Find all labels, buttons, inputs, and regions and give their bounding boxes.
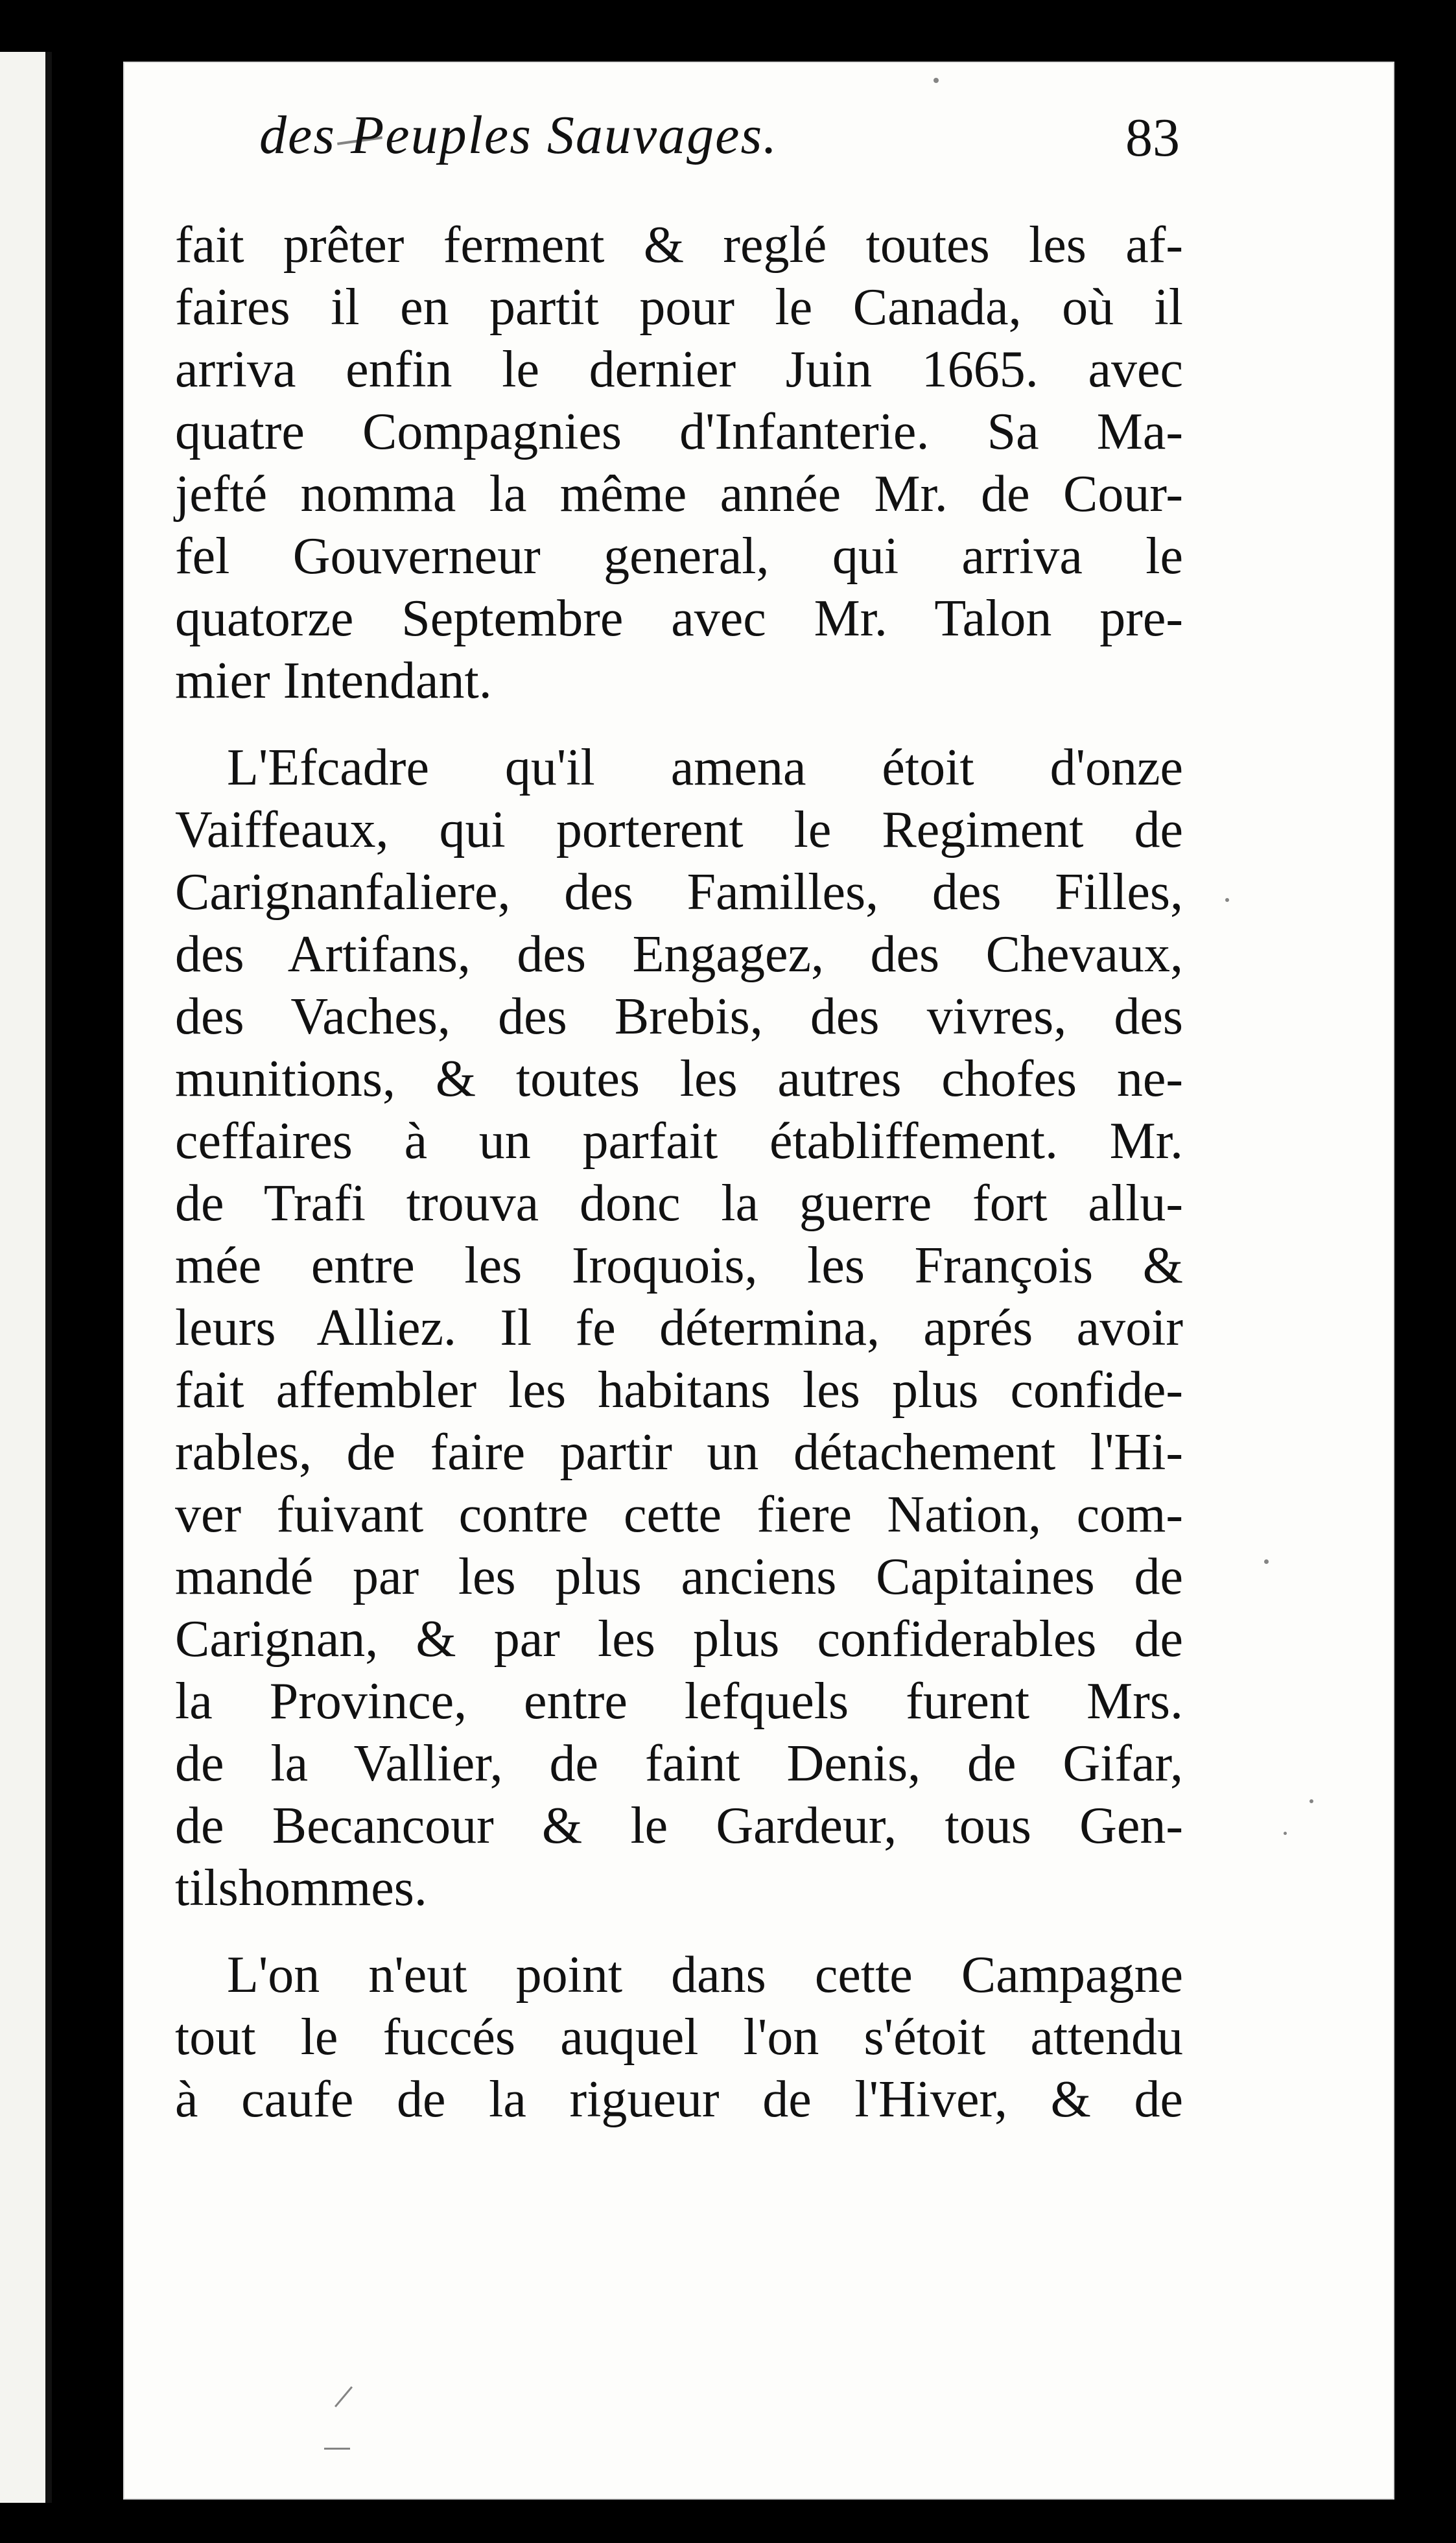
adjacent-page-edge bbox=[0, 52, 52, 2503]
text-line: arriva enfin le dernier Juin 1665. avec bbox=[175, 341, 1183, 398]
text-line: ceffaires à un parfait établiffement. Mr. bbox=[175, 1113, 1183, 1170]
text-line: munitions, & toutes les autres chofes ne- bbox=[175, 1050, 1183, 1107]
scan-mark bbox=[324, 2448, 350, 2450]
page-number: 83 bbox=[1125, 108, 1180, 168]
scan-speck bbox=[1309, 1799, 1313, 1803]
text-line: tout le fuccés auquel l'on s'étoit attendu bbox=[175, 2009, 1183, 2066]
text-line: faires il en partit pour le Canada, où il bbox=[175, 279, 1183, 336]
scan-border-right bbox=[1394, 0, 1456, 2543]
paragraph-1 bbox=[175, 214, 1183, 712]
text-line: jefté nomma la même année Mr. de Cour- bbox=[175, 466, 1183, 523]
text-line: rables, de faire partir un détachement l'Hi- bbox=[175, 1424, 1183, 1481]
paragraph-2 bbox=[175, 737, 1183, 1919]
text-line: de Becancour & le Gardeur, tous Gen- bbox=[175, 1797, 1183, 1854]
text-line: mandé par les plus anciens Capitaines de bbox=[175, 1548, 1183, 1605]
text-line: tilshommes. bbox=[175, 1860, 427, 1917]
scan-speck bbox=[1284, 1832, 1287, 1835]
text-line: L'on n'eut point dans cette Campagne bbox=[227, 1946, 1183, 2004]
text-line: des Vaches, des Brebis, des vivres, des bbox=[175, 988, 1183, 1045]
scan-speck bbox=[1225, 898, 1229, 902]
text-line: mier Intendant. bbox=[175, 652, 492, 709]
text-line: quatorze Septembre avec Mr. Talon pre- bbox=[175, 590, 1183, 647]
scan-mark bbox=[335, 2386, 353, 2407]
text-line: quatre Compagnies d'Infanterie. Sa Ma- bbox=[175, 403, 1183, 460]
text-line: la Province, entre lefquels furent Mrs. bbox=[175, 1673, 1183, 1730]
text-line: de Trafi trouva donc la guerre fort allu- bbox=[175, 1175, 1183, 1232]
running-title: des Peuples Sauvages. bbox=[259, 105, 779, 165]
text-line: fait prêter ferment & reglé toutes les af- bbox=[175, 217, 1183, 274]
text-line: leurs Alliez. Il fe détermina, aprés avoir bbox=[175, 1299, 1183, 1356]
text-line: fel Gouverneur general, qui arriva le bbox=[175, 528, 1183, 585]
text-line: ver fuivant contre cette fiere Nation, com- bbox=[175, 1486, 1183, 1543]
text-line: Carignanfaliere, des Familles, des Filles, bbox=[175, 864, 1183, 921]
text-line: Vaiffeaux, qui porterent le Regiment de bbox=[175, 801, 1183, 858]
scan-speck bbox=[1264, 1559, 1269, 1564]
text-line: Carignan, & par les plus confiderables de bbox=[175, 1611, 1183, 1668]
body-text bbox=[175, 214, 1183, 2128]
text-line: L'Efcadre qu'il amena étoit d'onze bbox=[227, 739, 1183, 796]
text-line: mée entre les Iroquois, les François & bbox=[175, 1237, 1183, 1294]
text-line: à caufe de la rigueur de l'Hiver, & de bbox=[175, 2071, 1183, 2128]
scan-speck bbox=[933, 78, 939, 83]
text-line: fait affembler les habitans les plus confide- bbox=[175, 1362, 1183, 1419]
running-header bbox=[259, 104, 1180, 182]
text-line: des Artifans, des Engagez, des Chevaux, bbox=[175, 926, 1183, 983]
paragraph-3 bbox=[175, 1944, 1183, 2131]
text-line: de la Vallier, de faint Denis, de Gifar, bbox=[175, 1735, 1183, 1792]
